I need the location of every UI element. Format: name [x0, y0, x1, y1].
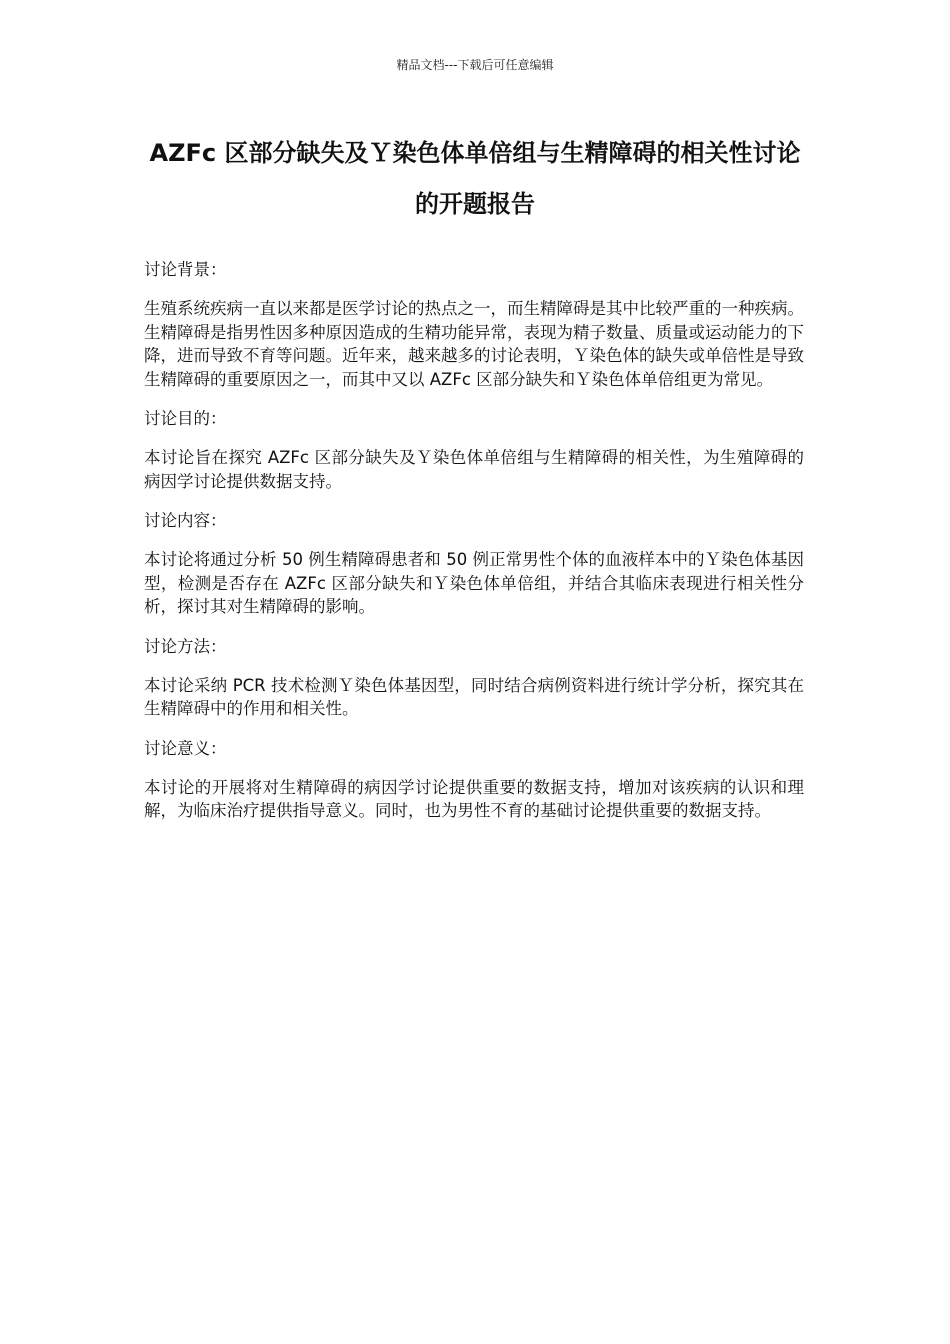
section-heading-method: 讨论方法：	[144, 636, 227, 656]
header-note: 精品文档---下载后可任意编辑	[396, 58, 554, 72]
page-title: AZFc 区部分缺失及Ｙ染色体单倍组与生精障碍的相关性讨论的开题报告	[149, 139, 801, 218]
section-body-content: 本讨论将通过分析 50 例生精障碍患者和 50 例正常男性个体的血液样本中的Ｙ染色体基因型，检测是否存在 AZFc 区部分缺失和Ｙ染色体单倍组，并结合其临床表现进行相关性分析，探讨其对生精障碍的影响。	[144, 550, 804, 616]
section-body-background: 生殖系统疾病一直以来都是医学讨论的热点之一，而生精障碍是其中比较严重的一种疾病。生精障碍是指男性因多种原因造成的生精功能异常，表现为精子数量、质量或运动能力的下降，进而导致不育等问题。近年来，越来越多的讨论表明，Ｙ染色体的缺失或单倍性是导致生精障碍的重要原因之一，而其中又以 AZFc 区部分缺失和Ｙ染色体单倍组更为常见。	[144, 299, 804, 389]
section-body-significance: 本讨论的开展将对生精障碍的病因学讨论提供重要的数据支持，增加对该疾病的认识和理解，为临床治疗提供指导意义。同时，也为男性不育的基础讨论提供重要的数据支持。	[144, 777, 804, 820]
document-body	[144, 258, 804, 839]
section-body-purpose: 本讨论旨在探究 AZFc 区部分缺失及Ｙ染色体单倍组与生精障碍的相关性，为生殖障碍的病因学讨论提供数据支持。	[144, 448, 804, 491]
section-heading-significance: 讨论意义：	[144, 738, 227, 758]
section-heading-background: 讨论背景：	[144, 260, 227, 279]
section-heading-content: 讨论内容：	[144, 511, 227, 530]
section-heading-purpose: 讨论目的：	[144, 409, 227, 428]
section-body-method: 本讨论采纳 PCR 技术检测Ｙ染色体基因型，同时结合病例资料进行统计学分析，探究其在生精障碍中的作用和相关性。	[144, 675, 804, 718]
